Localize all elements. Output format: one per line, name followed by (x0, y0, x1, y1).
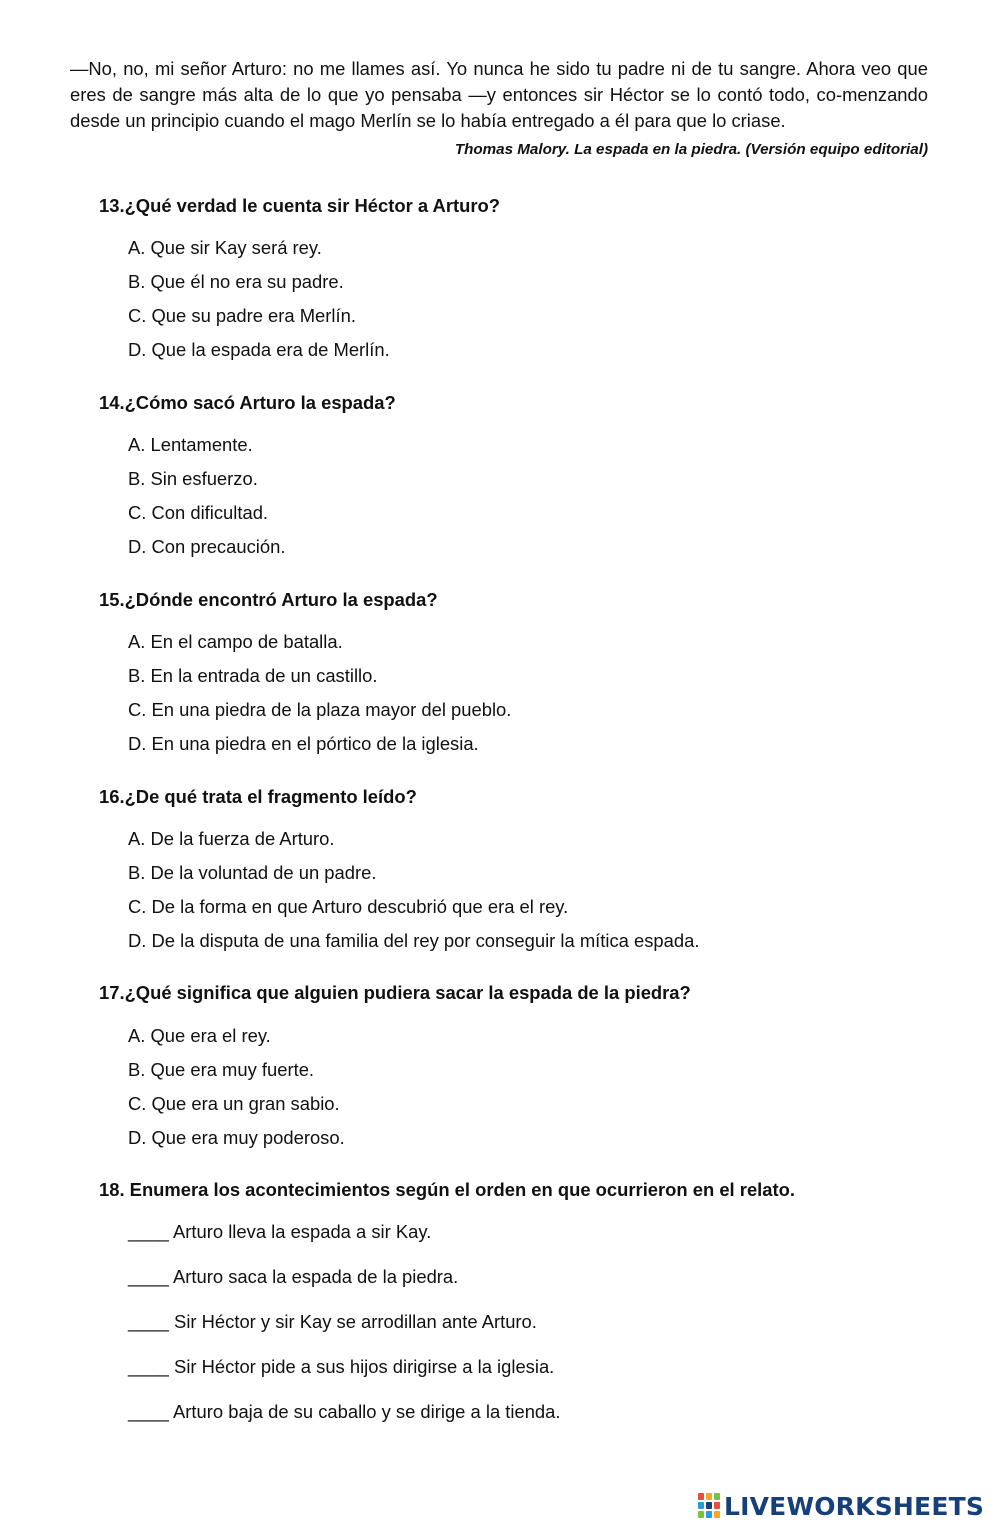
order-blank-input[interactable]: ____ (128, 1266, 169, 1287)
event-text: Sir Héctor pide a sus hijos dirigirse a la iglesia. (174, 1356, 555, 1377)
option-15-c[interactable]: C. En una piedra de la plaza mayor del pueblo. (128, 699, 512, 720)
option-15-a[interactable]: A. En el campo de batalla. (128, 631, 343, 652)
option-13-c[interactable]: C. Que su padre era Merlín. (128, 305, 356, 326)
order-blank-input[interactable]: ____ (128, 1356, 169, 1377)
question-18: 18. Enumera los acontecimientos según el orden en que ocurrieron en el relato. (99, 1179, 795, 1200)
question-17: 17.¿Qué significa que alguien pudiera sacar la espada de la piedra? (99, 982, 691, 1003)
option-13-d[interactable]: D. Que la espada era de Merlín. (128, 339, 390, 360)
ordering-list (128, 1220, 561, 1445)
option-17-a[interactable]: A. Que era el rey. (128, 1025, 271, 1046)
option-14-d[interactable]: D. Con precaución. (128, 536, 286, 557)
option-17-d[interactable]: D. Que era muy poderoso. (128, 1127, 345, 1148)
ordering-item (128, 1400, 561, 1445)
option-17-b[interactable]: B. Que era muy fuerte. (128, 1059, 315, 1080)
logo-wordmark: LIVEWORKSHEETS (724, 1491, 985, 1521)
event-text: Arturo lleva la espada a sir Kay. (173, 1221, 432, 1242)
event-text: Arturo saca la espada de la piedra. (173, 1266, 459, 1287)
liveworksheets-logo[interactable] (698, 1490, 984, 1522)
question-15: 15.¿Dónde encontró Arturo la espada? (99, 589, 438, 610)
question-14: 14.¿Cómo sacó Arturo la espada? (99, 392, 396, 413)
option-16-c[interactable]: C. De la forma en que Arturo descubrió que era el rey. (128, 896, 569, 917)
option-16-d[interactable]: D. De la disputa de una familia del rey por conseguir la mítica espada. (128, 930, 700, 951)
passage-text: —No, no, mi señor Arturo: no me llames así. Yo nunca he sido tu padre ni de tu sangre. Ahora veo que eres de sangre más alta de lo que yo pensaba —y entonces sir Héctor se lo contó todo, co-menzando desde un principio cuando el mago Merlín se lo había entregado a él para que lo criase. (70, 58, 928, 131)
ordering-item (128, 1265, 561, 1310)
option-15-b[interactable]: B. En la entrada de un castillo. (128, 665, 378, 686)
option-14-a[interactable]: A. Lentamente. (128, 434, 253, 455)
question-16: 16.¿De qué trata el fragmento leído? (99, 786, 417, 807)
option-14-b[interactable]: B. Sin esfuerzo. (128, 468, 258, 489)
option-16-b[interactable]: B. De la voluntad de un padre. (128, 862, 377, 883)
options-17 (128, 1024, 345, 1160)
passage-credit: Thomas Malory. La espada en la piedra. (Versión equipo editorial) (454, 141, 928, 158)
options-16 (128, 827, 699, 963)
event-text: Arturo baja de su caballo y se dirige a la tienda. (173, 1401, 561, 1422)
option-17-c[interactable]: C. Que era un gran sabio. (128, 1093, 340, 1114)
options-14 (128, 433, 285, 569)
order-blank-input[interactable]: ____ (128, 1401, 169, 1422)
option-13-b[interactable]: B. Que él no era su padre. (128, 271, 344, 292)
option-13-a[interactable]: A. Que sir Kay será rey. (128, 237, 322, 258)
question-13: 13.¿Qué verdad le cuenta sir Héctor a Arturo? (99, 195, 500, 216)
reading-passage (70, 56, 928, 134)
order-blank-input[interactable]: ____ (128, 1311, 169, 1332)
option-14-c[interactable]: C. Con dificultad. (128, 502, 269, 523)
ordering-item (128, 1310, 561, 1355)
ordering-item (128, 1355, 561, 1400)
options-13 (128, 236, 390, 372)
options-15 (128, 630, 511, 766)
ordering-item (128, 1220, 561, 1265)
liveworksheets-logo-icon (698, 1493, 720, 1519)
order-blank-input[interactable]: ____ (128, 1221, 169, 1242)
event-text: Sir Héctor y sir Kay se arrodillan ante Arturo. (174, 1311, 537, 1332)
option-15-d[interactable]: D. En una piedra en el pórtico de la iglesia. (128, 733, 479, 754)
option-16-a[interactable]: A. De la fuerza de Arturo. (128, 828, 335, 849)
